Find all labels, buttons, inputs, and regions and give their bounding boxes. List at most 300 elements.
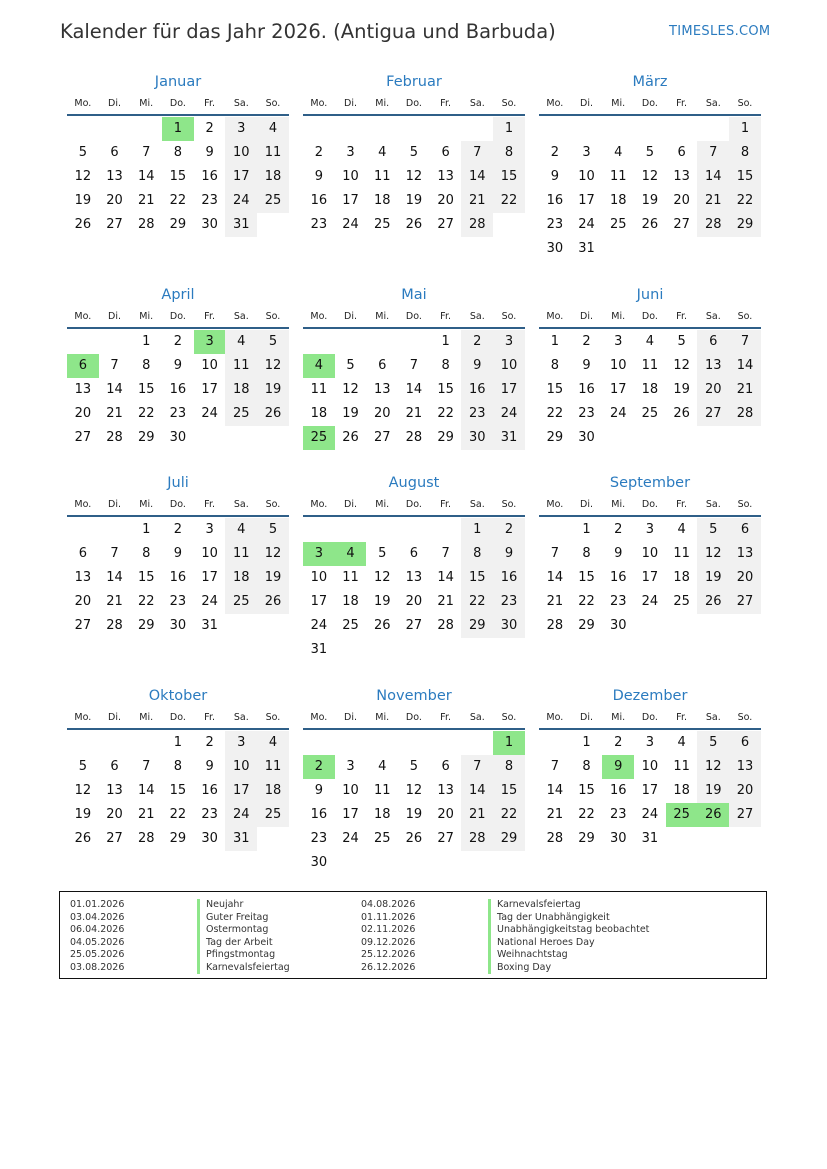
weekend-day-cell: 11 [225, 354, 257, 378]
weekday-label: Mo. [546, 499, 564, 510]
weekday-label: Di. [580, 499, 594, 510]
weekday-label: Sa. [705, 499, 721, 510]
day-cell: 19 [373, 594, 391, 609]
legend-date: 26.12.2026 [361, 961, 416, 973]
day-cell: 10 [310, 570, 328, 585]
day-cell: 17 [201, 570, 218, 585]
empty-day-cell [398, 518, 430, 542]
week-row [303, 518, 525, 542]
day-cell: 15 [137, 382, 155, 397]
empty-day-cell [366, 638, 398, 662]
empty-day-cell [366, 518, 398, 542]
legend-date: 03.08.2026 [70, 961, 125, 973]
header-divider [67, 114, 289, 116]
weekend-day-cell: 1 [729, 117, 761, 141]
day-cell: 15 [546, 382, 564, 397]
weekend-day-cell: 29 [461, 614, 493, 638]
week-row [67, 402, 289, 426]
empty-day-cell [335, 518, 367, 542]
weekend-day-cell: 15 [493, 165, 525, 189]
week-row [539, 378, 761, 402]
empty-day-cell [257, 426, 289, 450]
weekday-label: Sa. [233, 499, 249, 510]
day-cell: 29 [578, 831, 595, 846]
legend-holiday-name: Ostermontag [197, 924, 268, 937]
day-cell: 2 [205, 121, 214, 136]
header-divider [67, 728, 289, 730]
weekday-label: Sa. [469, 311, 485, 322]
week-row [539, 731, 761, 755]
legend-holiday-name: Guter Freitag [197, 912, 268, 925]
weekday-label: Do. [641, 311, 658, 322]
empty-day-cell [366, 117, 398, 141]
legend-entry [60, 899, 290, 912]
day-cell: 19 [74, 807, 92, 822]
weekday-label: Di. [344, 499, 358, 510]
week-row [539, 542, 761, 566]
week-row [67, 755, 289, 779]
day-cell: 14 [546, 783, 564, 798]
weekday-label: Mi. [375, 98, 390, 109]
empty-day-cell [130, 731, 162, 755]
weekend-day-cell: 18 [225, 566, 257, 590]
month-title: November [376, 688, 452, 704]
day-cell: 20 [106, 807, 123, 822]
day-cell: 23 [201, 807, 218, 822]
day-cell: 22 [169, 193, 187, 208]
day-cell: 17 [641, 570, 659, 585]
weekend-day-cell: 10 [225, 141, 257, 165]
weekend-day-cell: 28 [729, 402, 761, 426]
empty-day-cell [729, 426, 761, 450]
day-cell: 2 [582, 334, 591, 349]
week-row [67, 803, 289, 827]
week-row [303, 426, 525, 450]
weekend-day-cell: 14 [697, 165, 729, 189]
day-cell: 5 [78, 145, 87, 160]
day-cell: 12 [342, 382, 359, 397]
day-cell: 26 [342, 430, 359, 445]
empty-day-cell [571, 117, 603, 141]
legend-date: 02.11.2026 [361, 924, 416, 935]
day-cell: 3 [346, 759, 355, 774]
week-row [67, 165, 289, 189]
weekend-day-cell: 3 [225, 117, 257, 141]
weekday-label: Do. [405, 712, 422, 723]
brand-logo[interactable]: TIMESLES.COM [669, 24, 771, 39]
weekday-label: Mo. [310, 98, 328, 109]
legend-column-right [351, 899, 649, 974]
empty-day-cell [335, 117, 367, 141]
day-cell: 21 [437, 594, 454, 609]
day-cell: 11 [641, 358, 659, 373]
empty-day-cell [257, 614, 289, 638]
week-row [539, 330, 761, 354]
weekend-day-cell: 24 [493, 402, 525, 426]
weekend-day-cell: 19 [697, 779, 729, 803]
weekend-day-cell: 22 [493, 189, 525, 213]
week-row [303, 731, 525, 755]
weekend-day-cell: 31 [225, 827, 257, 851]
legend-date: 25.05.2026 [70, 949, 125, 960]
weekday-header [67, 94, 289, 114]
month-8 [303, 471, 525, 662]
empty-day-cell [303, 330, 335, 354]
day-cell: 20 [405, 594, 423, 609]
day-cell: 3 [346, 145, 355, 160]
day-cell: 20 [437, 193, 454, 208]
weekday-label: Mi. [139, 499, 154, 510]
week-row [539, 354, 761, 378]
weekday-header [303, 94, 525, 114]
weekend-day-cell: 25 [257, 189, 289, 213]
day-cell: 13 [405, 570, 423, 585]
weekday-header [539, 307, 761, 327]
weekend-day-cell: 20 [729, 566, 761, 590]
day-cell: 28 [137, 831, 155, 846]
week-row [67, 779, 289, 803]
weekday-label: So. [265, 98, 281, 109]
holiday-day-cell: 2 [303, 755, 335, 779]
day-cell: 17 [342, 193, 359, 208]
day-cell: 7 [409, 358, 419, 373]
day-cell: 8 [142, 358, 151, 373]
day-cell: 30 [310, 855, 328, 870]
week-row [539, 779, 761, 803]
week-row [303, 189, 525, 213]
weekday-header [67, 307, 289, 327]
day-cell: 13 [437, 783, 454, 798]
day-cell: 9 [173, 546, 183, 561]
holiday-legend [59, 891, 767, 979]
week-row [303, 779, 525, 803]
legend-date: 04.08.2026 [361, 899, 416, 910]
weekend-day-cell: 5 [257, 518, 289, 542]
day-cell: 12 [641, 169, 659, 184]
weekday-label: Fr. [676, 98, 687, 109]
weekday-label: Mo. [74, 98, 92, 109]
empty-day-cell [366, 731, 398, 755]
weekday-label: Mo. [546, 311, 564, 322]
day-cell: 6 [78, 546, 87, 561]
week-row [303, 141, 525, 165]
week-row [303, 354, 525, 378]
empty-day-cell [335, 731, 367, 755]
week-row [303, 117, 525, 141]
day-cell: 23 [169, 594, 187, 609]
day-cell: 27 [437, 831, 454, 846]
day-cell: 27 [74, 618, 92, 633]
legend-entry [351, 899, 649, 912]
day-cell: 7 [110, 546, 119, 561]
weekday-label: Di. [108, 311, 122, 322]
week-row [539, 402, 761, 426]
day-cell: 22 [137, 594, 155, 609]
weekend-day-cell: 19 [257, 566, 289, 590]
day-cell: 16 [578, 382, 595, 397]
weekday-label: Di. [580, 712, 594, 723]
day-cell: 19 [74, 193, 92, 208]
legend-holiday-name: Karnevalsfeiertag [488, 899, 581, 912]
week-row [539, 189, 761, 213]
weekend-day-cell: 6 [729, 731, 761, 755]
weekday-label: So. [501, 311, 517, 322]
weekend-day-cell: 31 [493, 426, 525, 450]
day-cell: 2 [314, 145, 323, 160]
legend-entry [60, 924, 290, 937]
weekend-day-cell: 27 [729, 803, 761, 827]
day-cell: 4 [677, 735, 686, 750]
day-cell: 26 [673, 406, 690, 421]
header-divider [539, 327, 761, 329]
weekend-day-cell: 28 [461, 827, 493, 851]
week-row [67, 117, 289, 141]
day-cell: 7 [142, 759, 151, 774]
week-row [303, 638, 525, 662]
day-cell: 27 [373, 430, 391, 445]
month-title: Oktober [148, 688, 208, 704]
day-cell: 27 [74, 430, 92, 445]
weekend-day-cell: 25 [257, 803, 289, 827]
day-cell: 13 [74, 570, 92, 585]
empty-day-cell [303, 117, 335, 141]
day-cell: 11 [373, 783, 391, 798]
day-cell: 8 [173, 759, 183, 774]
weekend-day-cell: 12 [697, 542, 729, 566]
weekend-day-cell: 28 [697, 213, 729, 237]
day-cell: 7 [142, 145, 151, 160]
day-cell: 10 [578, 169, 595, 184]
day-cell: 8 [173, 145, 183, 160]
weekday-label: Di. [108, 499, 122, 510]
day-cell: 23 [609, 807, 627, 822]
day-cell: 30 [201, 831, 218, 846]
weekend-day-cell: 1 [493, 117, 525, 141]
weekday-label: Mi. [611, 311, 626, 322]
weekend-day-cell: 12 [257, 542, 289, 566]
weekday-label: Di. [344, 98, 358, 109]
weekend-day-cell: 12 [697, 755, 729, 779]
empty-day-cell [99, 330, 131, 354]
weekend-day-cell: 7 [729, 330, 761, 354]
week-row [67, 731, 289, 755]
legend-date: 03.04.2026 [70, 911, 125, 923]
weekend-day-cell: 23 [493, 590, 525, 614]
empty-day-cell [666, 237, 698, 261]
day-cell: 17 [310, 594, 328, 609]
day-cell: 12 [673, 358, 690, 373]
day-cell: 31 [310, 642, 328, 657]
day-cell: 6 [677, 145, 686, 160]
day-cell: 19 [673, 382, 690, 397]
week-row [67, 189, 289, 213]
day-cell: 11 [342, 570, 359, 585]
month-title: Mai [401, 287, 427, 303]
weekday-label: Do. [405, 98, 422, 109]
weekend-day-cell: 17 [493, 378, 525, 402]
empty-day-cell [697, 237, 729, 261]
weekday-label: Mi. [611, 499, 626, 510]
holiday-day-cell: 25 [303, 426, 335, 450]
day-cell: 22 [169, 807, 187, 822]
day-cell: 27 [437, 217, 454, 232]
day-cell: 2 [614, 735, 623, 750]
weekend-day-cell: 15 [461, 566, 493, 590]
weekday-label: Fr. [204, 499, 215, 510]
day-cell: 10 [609, 358, 627, 373]
weekday-label: Fr. [204, 311, 215, 322]
day-cell: 14 [137, 783, 155, 798]
weekday-label: Do. [405, 311, 422, 322]
day-cell: 16 [546, 193, 564, 208]
day-cell: 5 [346, 358, 355, 373]
legend-entry [351, 912, 649, 925]
weekday-label: Fr. [676, 311, 687, 322]
weekend-day-cell: 22 [493, 803, 525, 827]
weekend-day-cell: 9 [461, 354, 493, 378]
day-cell: 15 [578, 783, 595, 798]
day-cell: 28 [405, 430, 423, 445]
day-cell: 29 [578, 618, 595, 633]
day-cell: 8 [582, 759, 591, 774]
weekday-header [539, 94, 761, 114]
weekend-day-cell: 20 [697, 378, 729, 402]
weekend-day-cell: 19 [697, 566, 729, 590]
weekday-label: Fr. [440, 712, 451, 723]
empty-day-cell [634, 426, 666, 450]
legend-date: 01.11.2026 [361, 911, 416, 923]
weekday-label: Sa. [705, 712, 721, 723]
legend-column-left [60, 899, 290, 974]
day-cell: 13 [373, 382, 391, 397]
day-cell: 9 [582, 358, 591, 373]
empty-day-cell [366, 851, 398, 875]
day-cell: 19 [641, 193, 659, 208]
weekend-day-cell: 9 [493, 542, 525, 566]
weekday-label: Di. [108, 712, 122, 723]
day-cell: 21 [106, 406, 123, 421]
day-cell: 22 [137, 406, 155, 421]
week-row [303, 590, 525, 614]
weekend-day-cell: 17 [225, 165, 257, 189]
weekend-day-cell: 21 [461, 803, 493, 827]
day-cell: 24 [342, 831, 359, 846]
day-cell: 24 [641, 594, 659, 609]
day-cell: 9 [614, 546, 623, 561]
weekend-day-cell: 14 [461, 165, 493, 189]
day-cell: 30 [169, 430, 187, 445]
weekend-day-cell: 6 [729, 518, 761, 542]
weekend-day-cell: 5 [697, 731, 729, 755]
weekday-label: Di. [580, 311, 594, 322]
empty-day-cell [729, 614, 761, 638]
day-cell: 10 [201, 358, 218, 373]
day-cell: 23 [546, 217, 564, 232]
week-row [539, 213, 761, 237]
empty-day-cell [666, 827, 698, 851]
weekend-day-cell: 1 [461, 518, 493, 542]
day-cell: 28 [106, 430, 123, 445]
day-cell: 9 [550, 169, 559, 184]
weekend-day-cell: 26 [257, 402, 289, 426]
month-2 [303, 70, 525, 237]
weekend-day-cell: 5 [697, 518, 729, 542]
empty-day-cell [335, 851, 367, 875]
holiday-day-cell: 25 [666, 803, 698, 827]
weekday-label: Mo. [310, 712, 328, 723]
weekday-header [67, 708, 289, 728]
weekend-day-cell: 7 [461, 141, 493, 165]
day-cell: 8 [441, 358, 450, 373]
weekend-day-cell: 27 [729, 590, 761, 614]
empty-day-cell [602, 237, 634, 261]
weekday-label: So. [501, 499, 517, 510]
legend-entry [60, 912, 290, 925]
day-cell: 16 [201, 169, 218, 184]
weekend-day-cell: 8 [493, 755, 525, 779]
empty-day-cell [398, 117, 430, 141]
day-cell: 9 [205, 759, 214, 774]
day-cell: 12 [74, 169, 92, 184]
empty-day-cell [398, 851, 430, 875]
legend-entry [351, 949, 649, 962]
weekend-day-cell: 22 [461, 590, 493, 614]
day-cell: 10 [342, 783, 359, 798]
week-row [539, 426, 761, 450]
weekend-day-cell: 29 [493, 827, 525, 851]
header-divider [539, 114, 761, 116]
weekend-day-cell: 12 [257, 354, 289, 378]
holiday-day-cell: 6 [67, 354, 99, 378]
header-divider [539, 515, 761, 517]
day-cell: 9 [314, 783, 323, 798]
day-cell: 13 [437, 169, 454, 184]
weekday-label: Mo. [310, 311, 328, 322]
empty-day-cell [335, 638, 367, 662]
day-cell: 24 [201, 406, 218, 421]
legend-entry [60, 962, 290, 975]
day-cell: 25 [673, 594, 690, 609]
weekday-label: Sa. [469, 499, 485, 510]
day-cell: 20 [373, 406, 391, 421]
legend-date: 06.04.2026 [70, 924, 125, 935]
weekend-day-cell: 8 [461, 542, 493, 566]
empty-day-cell [335, 330, 367, 354]
week-row [67, 378, 289, 402]
day-cell: 3 [582, 145, 591, 160]
weekday-label: Sa. [705, 311, 721, 322]
day-cell: 7 [441, 546, 450, 561]
day-cell: 30 [169, 618, 187, 633]
week-row [303, 851, 525, 875]
day-cell: 5 [409, 145, 419, 160]
weekend-day-cell: 18 [225, 378, 257, 402]
day-cell: 22 [578, 807, 595, 822]
week-row [67, 426, 289, 450]
week-row [539, 566, 761, 590]
empty-day-cell [225, 614, 257, 638]
day-cell: 2 [173, 334, 183, 349]
day-cell: 30 [578, 430, 595, 445]
weekend-day-cell: 31 [225, 213, 257, 237]
day-cell: 16 [169, 382, 187, 397]
day-cell: 25 [641, 406, 659, 421]
weekend-day-cell: 28 [461, 213, 493, 237]
empty-day-cell [634, 237, 666, 261]
empty-day-cell [194, 426, 226, 450]
week-row [303, 827, 525, 851]
day-cell: 14 [546, 570, 564, 585]
